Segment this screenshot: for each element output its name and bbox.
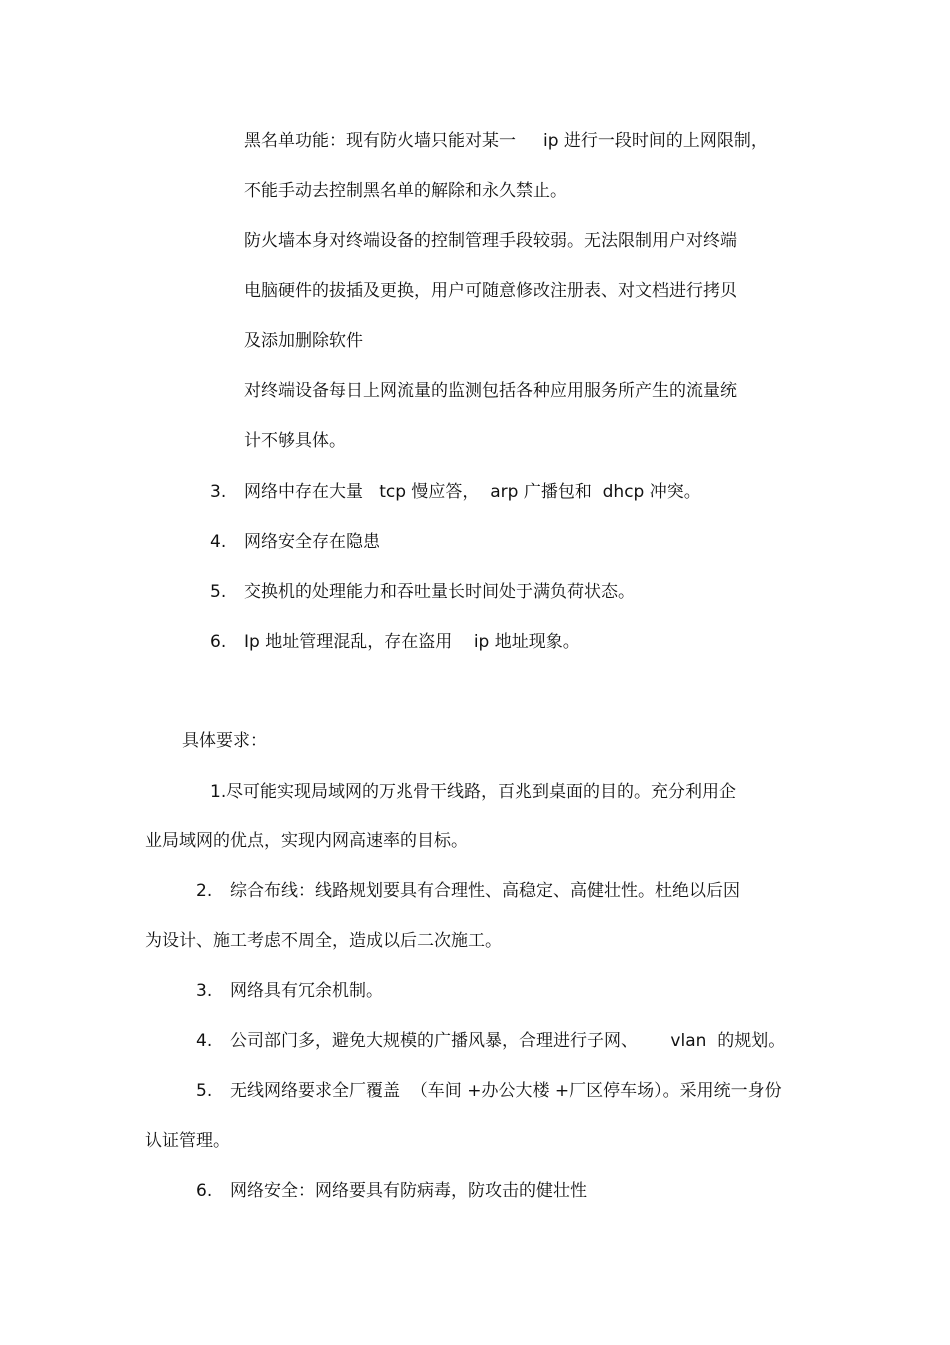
list-number: 3.: [210, 482, 227, 502]
list-text-line-1: 尽可能实现局域网的万兆骨干线路，百兆到桌面的目的。充分利用企: [226, 782, 736, 802]
list-text-line-2: 认证管理。: [145, 1131, 230, 1151]
list-text-line-1: 网络安全：网络要具有防病毒，防攻击的健壮性: [230, 1181, 587, 1201]
list-number: 4.: [210, 532, 227, 552]
intro-line-7: 计不够具体。: [244, 431, 346, 451]
list-text: 交换机的处理能力和吞吐量长时间处于满负荷状态。: [244, 582, 635, 602]
list-number: 3.: [196, 981, 213, 1001]
intro-line-6: 对终端设备每日上网流量的监测包括各种应用服务所产生的流量统: [244, 381, 737, 401]
list-number: 4.: [196, 1031, 213, 1051]
list-text-line-1: 网络具有冗余机制。: [230, 981, 383, 1001]
intro-line-2: 不能手动去控制黑名单的解除和永久禁止。: [244, 181, 567, 201]
list-number: 6.: [196, 1181, 213, 1201]
list-number: 1.: [210, 782, 227, 802]
list-number: 5.: [196, 1081, 213, 1101]
list-text-line-2: 业局域网的优点，实现内网高速率的目标。: [145, 831, 468, 851]
requirements-heading: 具体要求：: [182, 731, 267, 751]
intro-line-5: 及添加删除软件: [244, 331, 363, 351]
list-text-line-1: 公司部门多，避免大规模的广播风暴，合理进行子网、 vlan 的规划。: [230, 1031, 786, 1051]
list-text-line-1: 综合布线：线路规划要具有合理性、高稳定、高健壮性。杜绝以后因: [230, 881, 740, 901]
list-number: 2.: [196, 881, 213, 901]
intro-line-3: 防火墙本身对终端设备的控制管理手段较弱。无法限制用户对终端: [244, 231, 737, 251]
list-number: 5.: [210, 582, 227, 602]
list-text-line-1: 无线网络要求全厂覆盖 （车间 +办公大楼 +厂区停车场）。采用统一身份: [230, 1081, 782, 1101]
list-text-line-2: 为设计、施工考虑不周全，造成以后二次施工。: [145, 931, 502, 951]
list-text: Ip 地址管理混乱，存在盗用 ip 地址现象。: [244, 632, 580, 652]
intro-line-4: 电脑硬件的拔插及更换，用户可随意修改注册表、对文档进行拷贝: [244, 281, 737, 301]
list-text: 网络安全存在隐患: [244, 532, 380, 552]
list-text: 网络中存在大量 tcp 慢应答， arp 广播包和 dhcp 冲突。: [244, 482, 701, 502]
list-number: 6.: [210, 632, 227, 652]
intro-line-1: 黑名单功能：现有防火墙只能对某一 ip 进行一段时间的上网限制，: [244, 131, 768, 151]
